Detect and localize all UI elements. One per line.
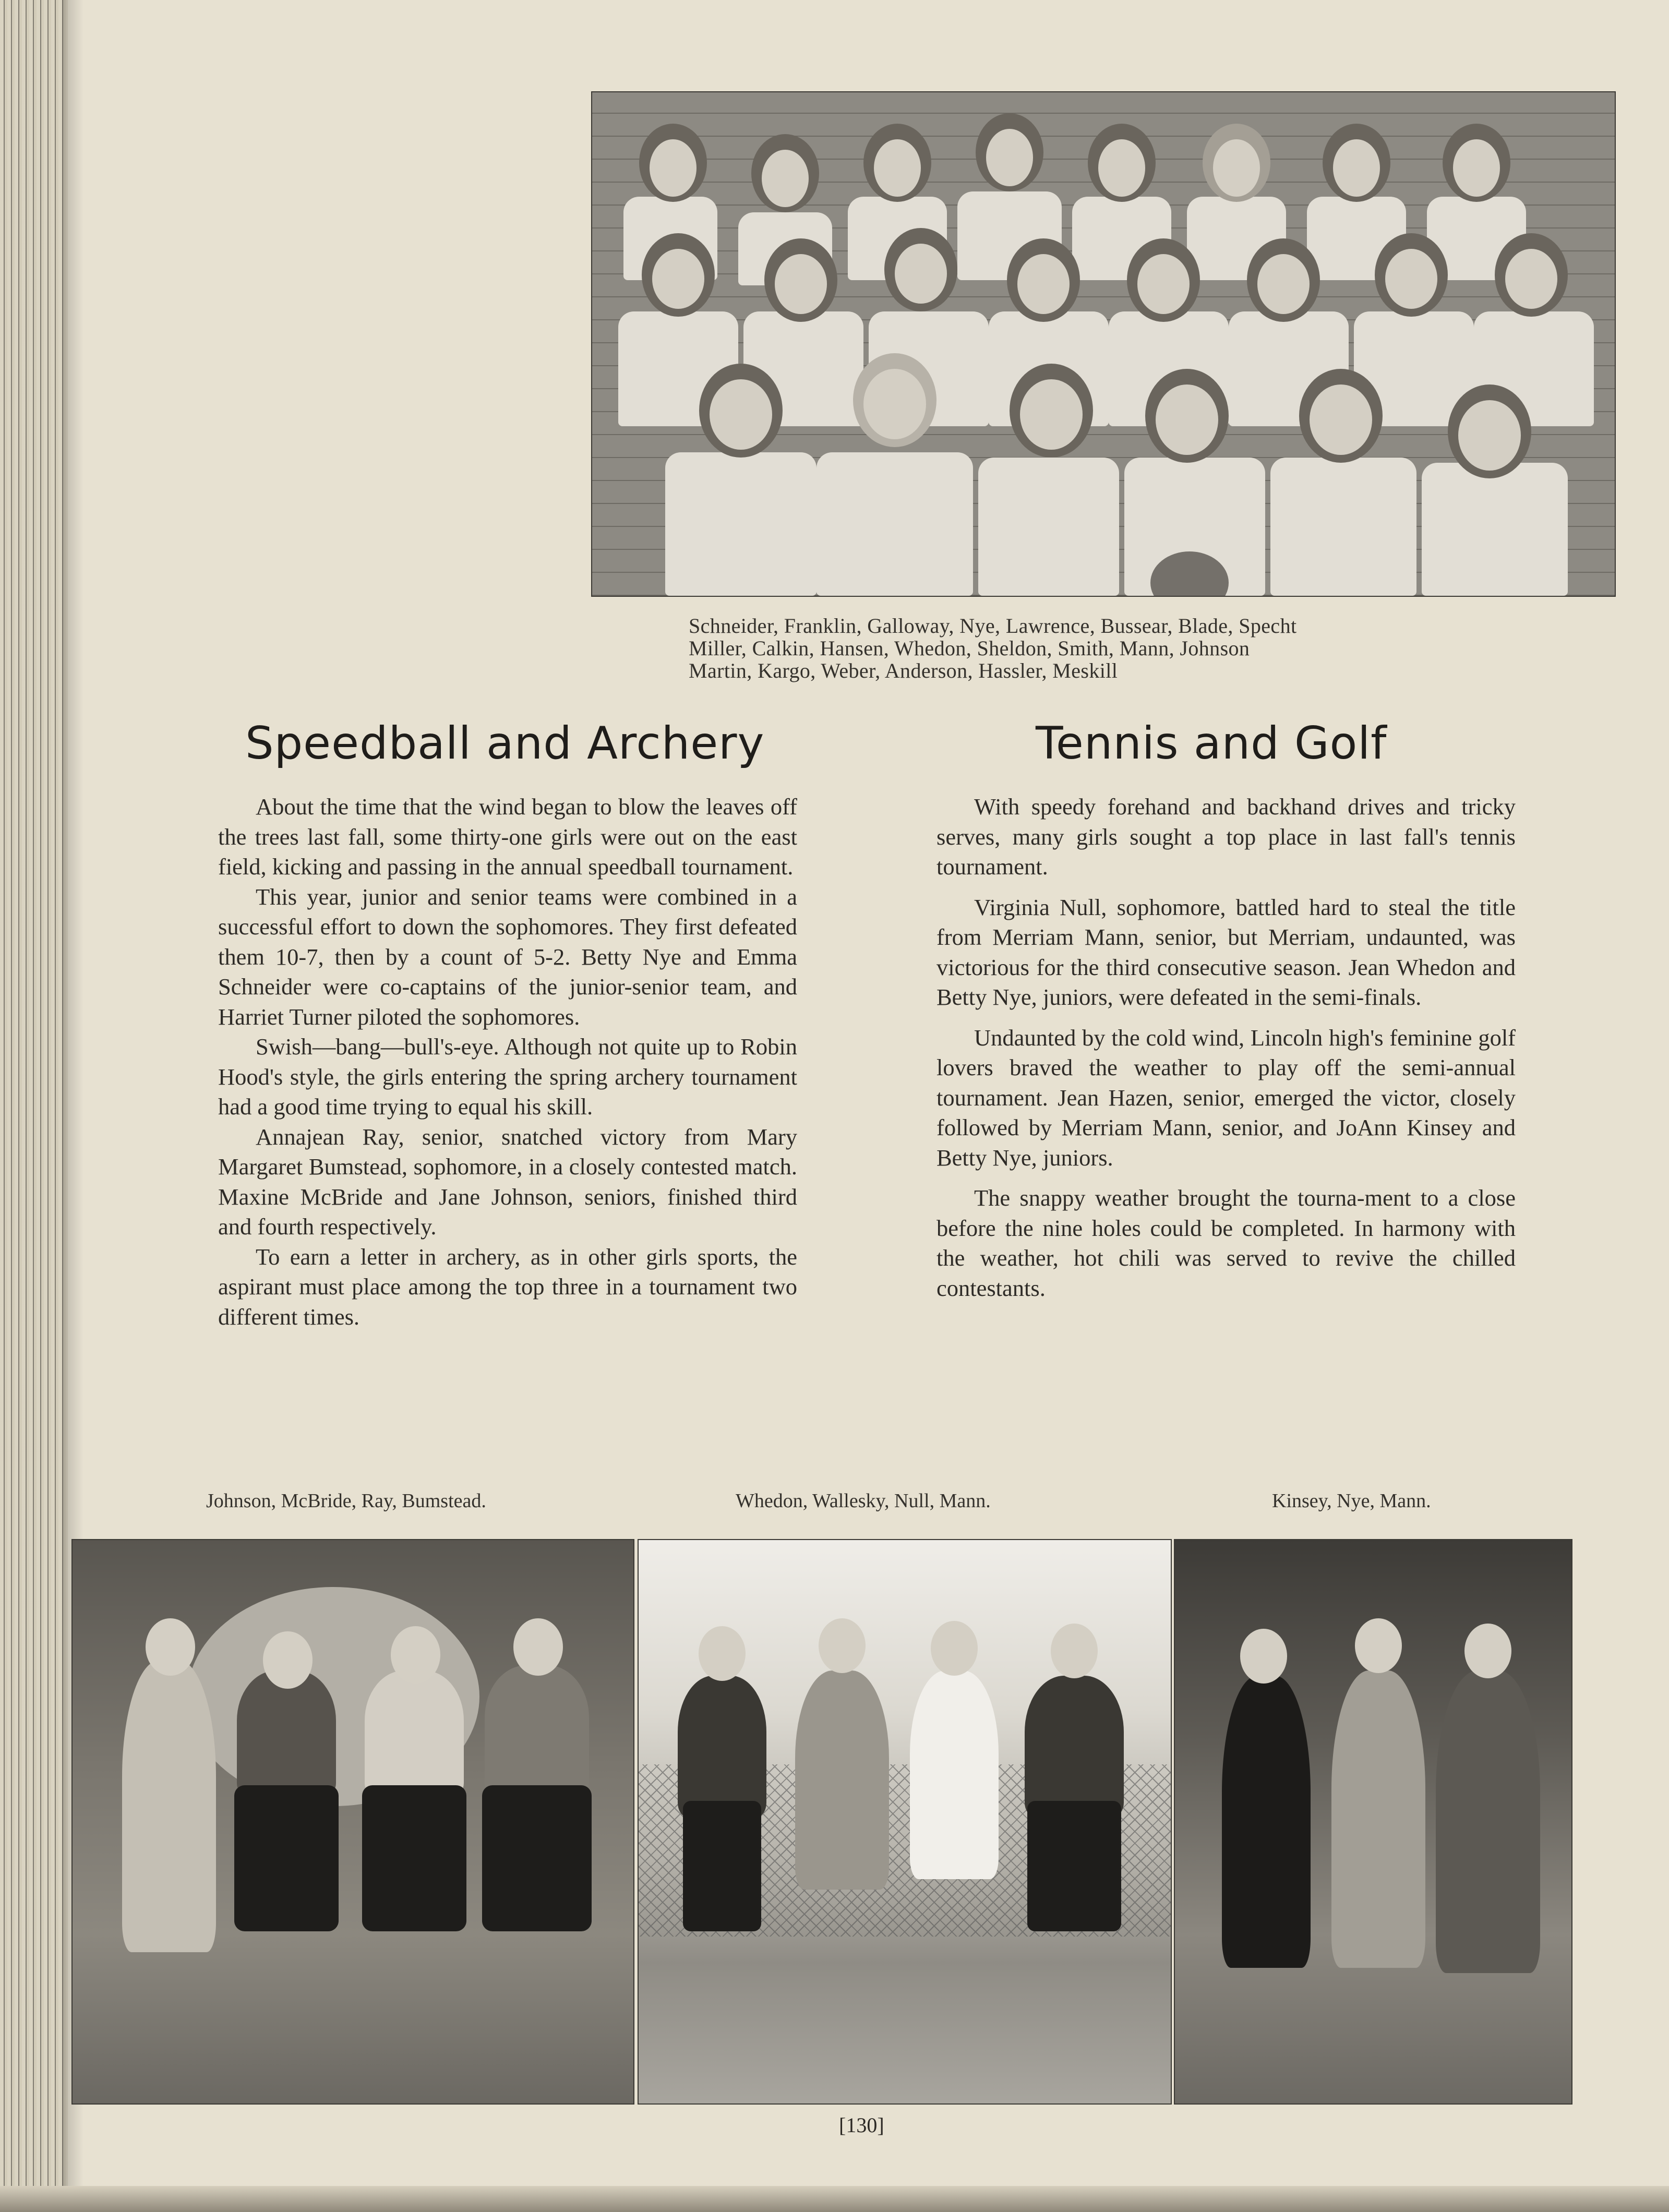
team-member-face [1453, 139, 1500, 197]
team-member-face [1257, 254, 1310, 314]
tennis-photo-caption: Whedon, Wallesky, Null, Mann. [736, 1490, 991, 1512]
golfer-face [1240, 1629, 1287, 1684]
tennis-golf-heading: Tennis and Golf [1036, 717, 1387, 770]
team-member-face [1310, 384, 1372, 455]
golfer-figure [1436, 1670, 1540, 1973]
page-number: [130] [839, 2113, 884, 2137]
team-photo-caption [689, 615, 1297, 682]
caption-line-back-row: Schneider, Franklin, Galloway, Nye, Lawrence, Bussear, Blade, Specht [689, 614, 1297, 638]
team-member-figure [1270, 458, 1416, 596]
team-member-figure [1422, 463, 1568, 596]
archer-face [263, 1631, 313, 1689]
article-paragraph: Undaunted by the cold wind, Lincoln high's feminine golf lovers braved the weather to play off the semi-annual tournament. Jean Hazen, senior, emerged the victor, closely followed by Merriam Mann, senior, and JoAnn Kinsey and Betty Nye, juniors. [936, 1024, 1516, 1171]
article-paragraph: Swish—bang—bull's-eye. Although not quite up to Robin Hood's style, the girls entering the spring archery tournament had a good time trying to equal his skill. [218, 1033, 797, 1120]
tennis-player-face [931, 1621, 978, 1676]
archer-skirt [362, 1785, 466, 1931]
team-member-face [710, 379, 772, 450]
tennis-player-skirt [683, 1801, 761, 1931]
archer-figure [237, 1670, 336, 1796]
article-paragraph: The snappy weather brought the tourna-ment to a close before the nine holes could be completed. In harmony with the weather, hot chili was served to revive the chilled contestants. [936, 1185, 1516, 1301]
team-member-face [1333, 139, 1380, 197]
team-member-face [1505, 249, 1557, 309]
tennis-player-face [1051, 1624, 1098, 1678]
archery-photo [71, 1539, 634, 2105]
team-member-figure [817, 452, 973, 596]
caption-line-front-row: Martin, Kargo, Weber, Anderson, Hassler, Meskill [689, 659, 1118, 682]
team-member-face [650, 139, 697, 197]
archery-photo-caption: Johnson, McBride, Ray, Bumstead. [206, 1490, 486, 1512]
golfer-face [1355, 1618, 1402, 1673]
speedball-archery-heading: Speedball and Archery [245, 717, 765, 770]
archer-figure [485, 1665, 589, 1796]
team-member-face [1137, 254, 1190, 314]
tennis-player-figure [1025, 1676, 1124, 1817]
tennis-player-figure [678, 1676, 766, 1817]
team-member-figure [665, 452, 817, 596]
team-member-face [1213, 139, 1260, 197]
archer-figure [365, 1670, 464, 1796]
team-member-face [1098, 139, 1145, 197]
golf-photo-caption: Kinsey, Nye, Mann. [1272, 1490, 1431, 1512]
page-bottom-edge [0, 2186, 1669, 2212]
team-member-face [652, 249, 704, 309]
article-paragraph: This year, junior and senior teams were combined in a successful effort to down the sophomores. They first defeated them 10-7, then by a count of 5-2. Betty Nye and Emma Schneider were co-captains of the junior-senior team, and Harriet Turner piloted the sophomores. [218, 883, 797, 1030]
article-paragraph: Virginia Null, sophomore, battled hard to steal the title from Merriam Mann, senior, but Merriam, undaunted, was victorious for the third consecutive season. Jean Whedon and Betty Nye, juniors, were defeated in the semi-finals. [936, 894, 1516, 1010]
golfer-figure [1331, 1670, 1425, 1968]
tennis-player-face [699, 1626, 746, 1681]
team-member-face [762, 150, 809, 207]
team-member-face [1458, 400, 1521, 471]
caption-line-middle-row: Miller, Calkin, Hansen, Whedon, Sheldon, Smith, Mann, Johnson [689, 636, 1250, 660]
article-paragraph: With speedy forehand and backhand drives and tricky serves, many girls sought a top place in last fall's tennis tournament. [936, 794, 1516, 880]
golfer-figure [1222, 1676, 1311, 1968]
team-member-face [863, 369, 926, 439]
book-binding-edge [0, 0, 68, 2212]
team-member-face [775, 254, 827, 314]
archer-face [391, 1626, 440, 1684]
archer-figure [122, 1660, 216, 1952]
tennis-player-figure [795, 1670, 889, 1890]
team-member-face [874, 139, 921, 197]
article-paragraph: Annajean Ray, senior, snatched victory from Mary Margaret Bumstead, sophomore, in a closely contested match. Maxine McBride and Jane Johnson, seniors, finished third and fourth respectively. [218, 1123, 797, 1240]
team-member-face [1020, 379, 1083, 450]
team-member-face [1017, 254, 1070, 314]
team-member-figure [978, 458, 1119, 596]
article-paragraph: To earn a letter in archery, as in other girls sports, the aspirant must place among the top three in a tournament two different times. [218, 1243, 797, 1330]
tennis-player-face [819, 1618, 866, 1673]
team-member-face [1156, 384, 1218, 455]
archer-face [513, 1618, 563, 1676]
team-member-face [895, 244, 947, 304]
golf-photo [1174, 1539, 1572, 2105]
tennis-player-figure [910, 1670, 999, 1879]
archer-skirt [234, 1785, 339, 1931]
tennis-player-skirt [1027, 1801, 1121, 1931]
team-member-face [986, 129, 1033, 186]
golfer-face [1464, 1624, 1511, 1678]
archer-face [146, 1618, 195, 1676]
archer-skirt [482, 1785, 592, 1931]
speedball-archery-article [218, 792, 797, 1332]
team-member-face [1385, 249, 1437, 309]
team-photo [591, 91, 1616, 597]
tennis-photo [638, 1539, 1172, 2105]
tennis-golf-article [936, 792, 1516, 1314]
article-paragraph: About the time that the wind began to blow the leaves off the trees last fall, some thirty-one girls were out on the east field, kicking and passing in the annual speedball tournament. [218, 794, 797, 880]
